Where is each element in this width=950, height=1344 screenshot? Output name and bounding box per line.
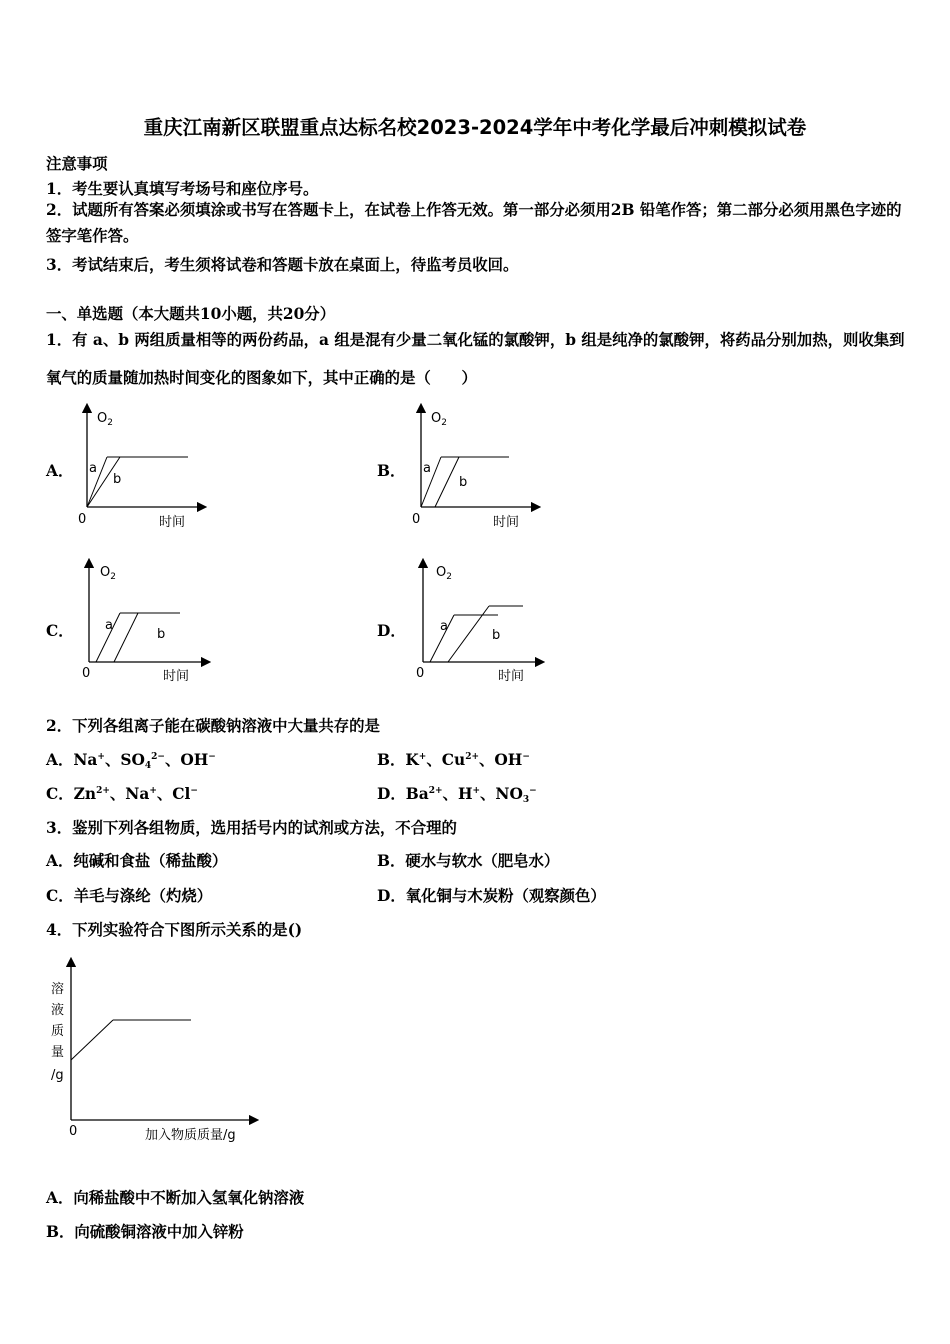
origin-label: 0 — [82, 666, 91, 681]
q3-option-b: B．硬水与软水（肥皂水） — [377, 852, 560, 870]
q2-option-d: D．$Ba^{2+}$、H+、$NO_3^-$ — [377, 785, 537, 805]
section-heading: 一、单选题（本大题共10小题，共20分） — [46, 305, 336, 323]
x-axis-label: 时间 — [163, 669, 190, 684]
curve-a-label: a — [105, 618, 113, 633]
q3-option-a: A．纯碱和食盐（稀盐酸） — [46, 852, 228, 870]
q1-option-d-label: D． — [377, 622, 406, 640]
q3-stem: 3．鉴别下列各组物质，选用括号内的试剂或方法，不合理的 — [46, 819, 457, 837]
y-axis-label-5: /g — [51, 1068, 64, 1083]
x-axis-label: 加入物质质量/g — [145, 1128, 236, 1143]
notice-item-2: 2．试题所有答案必须填涂或书写在答题卡上，在试卷上作答无效。第一部分必须用2B 铅笔作答；第二部分必须用黑色字迹的签字笔作答。 — [46, 201, 902, 245]
curve-b-label: b — [492, 628, 501, 643]
q1-option-b-label: B． — [377, 462, 406, 480]
y-axis-label: $O_2$ — [436, 565, 452, 582]
curve-a-label: a — [89, 461, 97, 476]
q3-option-d: D．氧化铜与木炭粉（观察颜色） — [377, 887, 606, 905]
rising-line — [71, 1020, 113, 1060]
q2-stem: 2．下列各组离子能在碳酸钠溶液中大量共存的是 — [46, 717, 380, 735]
notice-heading: 注意事项 — [46, 155, 108, 173]
q4-stem: 4．下列实验符合下图所示关系的是() — [46, 921, 303, 939]
q1-graph-a — [70, 400, 220, 535]
q3-option-c: C．羊毛与涤纶（灼烧） — [46, 887, 213, 905]
curve-b — [448, 606, 489, 662]
q1-option-c-label: C． — [46, 622, 74, 640]
notice-item-1: 1．考生要认真填写考场号和座位序号。 — [46, 180, 319, 198]
x-axis-label: 时间 — [493, 515, 520, 530]
origin-label: 0 — [416, 666, 425, 681]
page-title: 重庆江南新区联盟重点达标名校2023-2024学年中考化学最后冲刺模拟试卷 — [143, 116, 807, 139]
q1-graph-c — [72, 556, 222, 691]
q4-graph — [44, 952, 264, 1152]
x-axis-label: 时间 — [498, 669, 525, 684]
q2-option-a: A．Na+、$SO_4^{2-}$、OH− — [46, 751, 216, 771]
origin-label: 0 — [412, 512, 421, 527]
q1-graph-d — [406, 556, 556, 691]
y-axis-label-3: 质 — [51, 1024, 65, 1039]
y-axis-label-4: 量 — [51, 1045, 65, 1060]
curve-a-label: a — [440, 619, 448, 634]
y-axis-label-1: 溶 — [51, 982, 65, 997]
q4-option-a: A．向稀盐酸中不断加入氢氧化钠溶液 — [46, 1189, 305, 1207]
q2-option-b: B．K+、$Cu^{2+}$、OH− — [377, 751, 530, 769]
curve-b-label: b — [113, 472, 122, 487]
x-axis-label: 时间 — [159, 515, 186, 530]
q1-option-a-label: A． — [46, 462, 74, 480]
origin-label: 0 — [78, 512, 87, 527]
q1-graph-b — [404, 400, 554, 535]
q2-option-c: C．$Zn^{2+}$、Na+、Cl− — [46, 785, 198, 803]
y-axis-label: $O_2$ — [100, 565, 116, 582]
origin-label: 0 — [69, 1124, 78, 1139]
curve-b-label: b — [157, 627, 166, 642]
curve-b — [435, 457, 459, 507]
curve-b — [114, 613, 138, 662]
notice-item-3: 3．考试结束后，考生须将试卷和答题卡放在桌面上，待监考员收回。 — [46, 256, 519, 274]
y-axis-label-2: 液 — [51, 1003, 65, 1018]
curve-b-label: b — [459, 475, 468, 490]
curve-a-label: a — [423, 461, 431, 476]
q1-stem: 1．有 a、b 两组质量相等的两份药品，a 组是混有少量二氧化锰的氯酸钾，b 组是纯净的氯酸钾，将药品分别加热，则收集到氧气的质量随加热时间变化的图象如下，其中正确的是（ ） — [46, 331, 905, 387]
y-axis-label: $O_2$ — [431, 411, 447, 428]
q4-option-b: B．向硫酸铜溶液中加入锌粉 — [46, 1223, 244, 1241]
y-axis-label: $O_2$ — [97, 411, 113, 428]
